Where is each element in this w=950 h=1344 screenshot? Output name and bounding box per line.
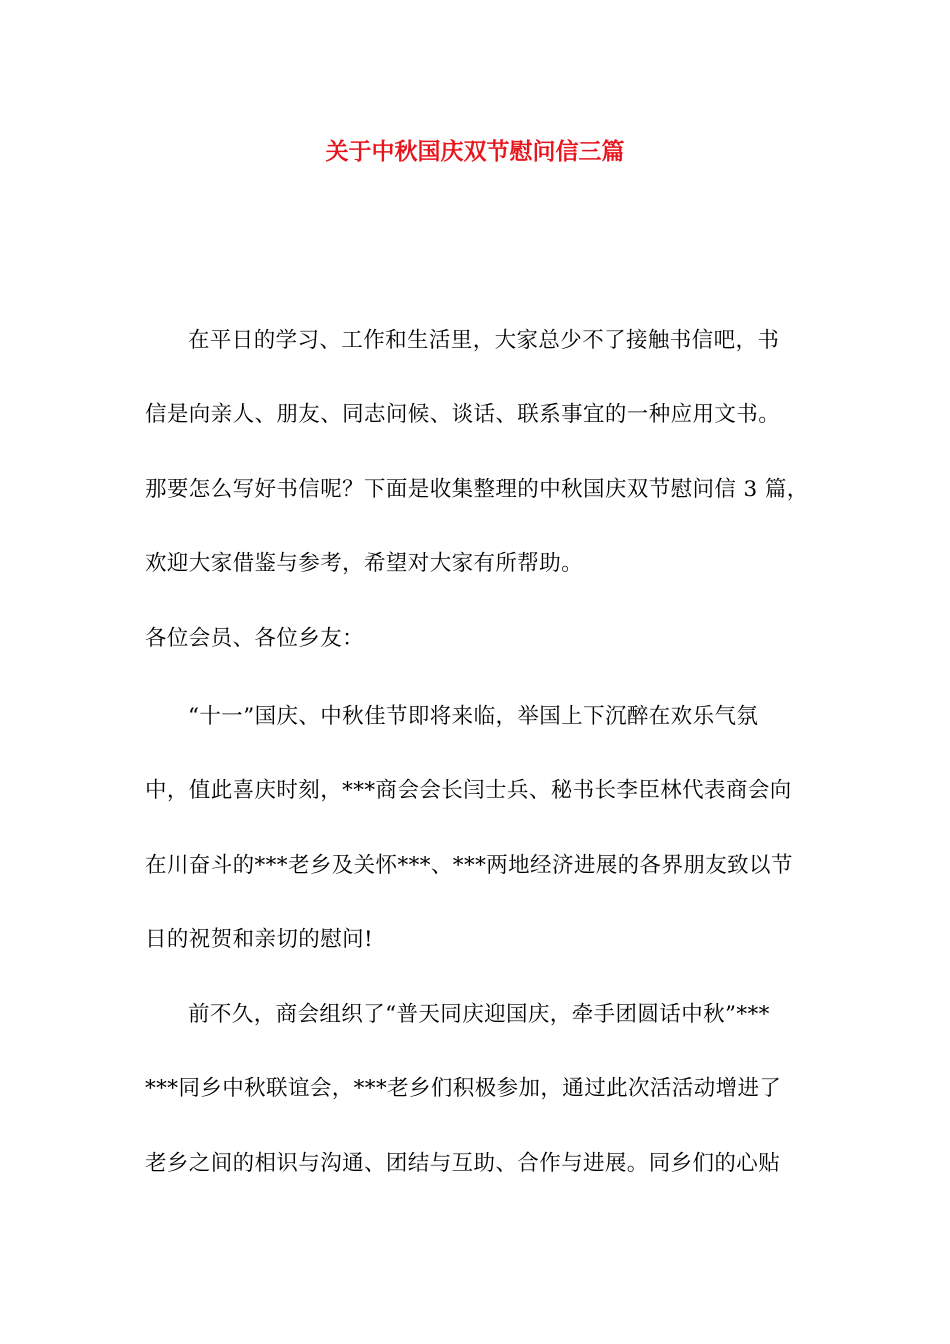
paragraph-line: 在川奋斗的***老乡及关怀***、***两地经济进展的各界朋友致以节 bbox=[145, 853, 793, 878]
paragraph-line: 老乡之间的相识与沟通、团结与互助、合作与进展。同乡们的心贴 bbox=[145, 1151, 781, 1176]
document-title: 关于中秋国庆双节慰问信三篇 bbox=[325, 138, 625, 165]
salutation-line: 各位会员、各位乡友： bbox=[145, 626, 365, 651]
paragraph-line: 欢迎大家借鉴与参考，希望对大家有所帮助。 bbox=[145, 551, 584, 576]
paragraph-line: 在平日的学习、工作和生活里，大家总少不了接触书信吧，书 bbox=[188, 328, 780, 353]
paragraph-line: 中，值此喜庆时刻，***商会会长闫士兵、秘书长李臣林代表商会向 bbox=[145, 778, 792, 803]
paragraph-line: 前不久，商会组织了“普天同庆迎国庆，牵手团圆话中秋”*** bbox=[188, 1002, 770, 1027]
paragraph-line: “十一”国庆、中秋佳节即将来临，举国上下沉醉在欢乐气氛 bbox=[188, 704, 759, 729]
paragraph-line: ***同乡中秋联谊会，***老乡们积极参加，通过此次活活动增进了 bbox=[145, 1076, 782, 1101]
paragraph-line: 日的祝贺和亲切的慰问! bbox=[145, 927, 374, 952]
paragraph-line: 那要怎么写好书信呢？下面是收集整理的中秋国庆双节慰问信 3 篇， bbox=[145, 477, 809, 502]
paragraph-line: 信是向亲人、朋友、同志问候、谈话、联系事宜的一种应用文书。 bbox=[145, 402, 781, 427]
